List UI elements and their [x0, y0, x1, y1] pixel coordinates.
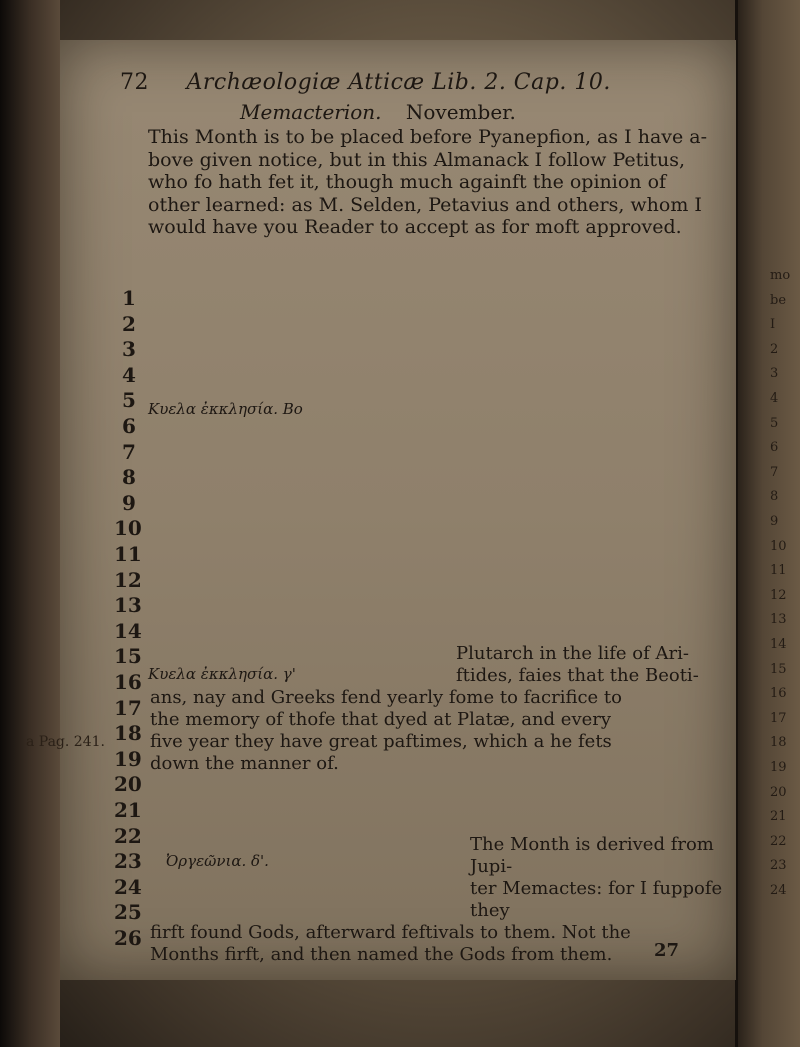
day-number: 18	[114, 721, 142, 746]
day-number: 19	[114, 746, 142, 771]
day-number: 10	[114, 516, 142, 541]
day23-greek-entry: Ὀργεῶνια. δ'.	[166, 852, 269, 870]
plutarch-line: five year they have great paftimes, which a he fets	[150, 731, 612, 752]
page-number: 72	[120, 70, 149, 95]
plutarch-line: the memory of thofe that dyed at Platæ, and every	[150, 709, 612, 730]
intro-line: bove given notice, but in this Almanack I follow Petitus,	[148, 148, 685, 171]
plutarch-line: down the manner of.	[150, 753, 339, 774]
intro-line: would have you Reader to accept as for moft approved.	[148, 216, 682, 238]
facing-fragment: 12	[770, 587, 787, 603]
facing-fragment: 20	[770, 784, 787, 800]
day-number: 20	[114, 772, 142, 797]
day-number: 25	[114, 900, 142, 925]
day7-greek-entry: Κυελα ἐκκλησία. Βο	[148, 400, 303, 418]
binding-shadow	[0, 0, 60, 1047]
month-origin-paragraph	[150, 834, 730, 966]
facing-fragment: 18	[770, 735, 787, 751]
facing-fragment: 5	[770, 415, 779, 431]
day-number: 14	[114, 618, 142, 643]
intro-paragraph	[148, 126, 708, 239]
facing-fragment: 16	[770, 686, 787, 702]
english-month-name: November.	[405, 100, 516, 124]
month-heading	[240, 100, 516, 124]
intro-line: other learned: as M. Selden, Petavius and others, whom I	[148, 193, 702, 216]
day-number: 8	[122, 465, 136, 490]
facing-fragment: 2	[770, 341, 779, 357]
facing-fragment: 21	[770, 809, 787, 825]
greek-month-name: Memacterion.	[240, 100, 382, 124]
facing-fragment: 10	[770, 538, 787, 554]
facing-fragment: 13	[770, 612, 787, 628]
day-number: 26	[114, 926, 142, 950]
facing-fragment: be	[770, 292, 787, 308]
day-number: 2	[122, 311, 136, 336]
facing-fragment: 8	[770, 489, 779, 505]
day-number: 5	[122, 388, 136, 413]
day-number: 3	[122, 337, 136, 362]
day17-greek-entry: Κυελα ἐκκλησία. γ'	[148, 665, 296, 683]
day-number: 4	[122, 362, 136, 387]
day-number: 16	[114, 670, 142, 694]
day-number: 22	[114, 823, 142, 848]
day-number: 6	[122, 414, 136, 438]
facing-fragment: 6	[770, 440, 779, 456]
origin-line: Months firft, and then named the Gods from them.	[150, 944, 613, 965]
plutarch-line: Plutarch in the life of Ari-	[456, 643, 689, 664]
intro-line: who fo hath fet it, though much againft the opinion of	[148, 171, 667, 193]
facing-fragment: 7	[770, 464, 779, 480]
day-number: 12	[114, 567, 142, 592]
plutarch-line: ans, nay and Greeks fend yearly fome to facrifice to	[150, 687, 622, 708]
facing-fragment: I	[770, 317, 776, 333]
day-number: 17	[114, 695, 142, 720]
facing-fragment: 3	[770, 366, 779, 382]
running-header	[120, 70, 611, 95]
running-title: Archæologiæ Atticæ Lib. 2. Cap. 10.	[186, 70, 611, 95]
facing-fragment: mo	[770, 268, 791, 283]
day-number: 7	[122, 439, 136, 464]
day-number: 9	[122, 490, 136, 515]
facing-page-edge	[735, 0, 800, 1047]
origin-line: firft found Gods, afterward feftivals to them. Not the	[150, 922, 631, 943]
day-number: 15	[114, 644, 142, 669]
facing-fragment: 24	[770, 883, 787, 898]
facing-fragment: 14	[770, 637, 787, 652]
day-number: 1	[122, 286, 136, 310]
margin-reference: a Pag. 241.	[26, 734, 105, 750]
facing-fragment: 23	[770, 858, 787, 874]
facing-fragment: 11	[770, 563, 787, 579]
facing-fragment: 19	[770, 760, 787, 775]
facing-fragment: 9	[770, 514, 779, 529]
day-number: 21	[114, 798, 142, 822]
day-number: 11	[114, 542, 142, 566]
catchword: 27	[654, 940, 680, 961]
plutarch-paragraph	[150, 643, 730, 775]
day-number: 23	[114, 849, 142, 874]
plutarch-line: ftides, faies that the Beoti-	[456, 665, 699, 686]
origin-line: The Month is derived from Jupi-	[470, 834, 714, 877]
origin-line: ter Memactes: for I fuppofe they	[470, 878, 723, 921]
day-number: 24	[114, 874, 142, 899]
facing-fragment: 22	[770, 833, 787, 849]
facing-fragment: 17	[770, 710, 787, 726]
facing-fragment: 15	[770, 661, 787, 677]
intro-line: This Month is to be placed before Pyanepfion, as I have a-	[148, 126, 708, 148]
facing-fragment: 4	[770, 391, 779, 406]
day-number: 13	[114, 593, 142, 618]
